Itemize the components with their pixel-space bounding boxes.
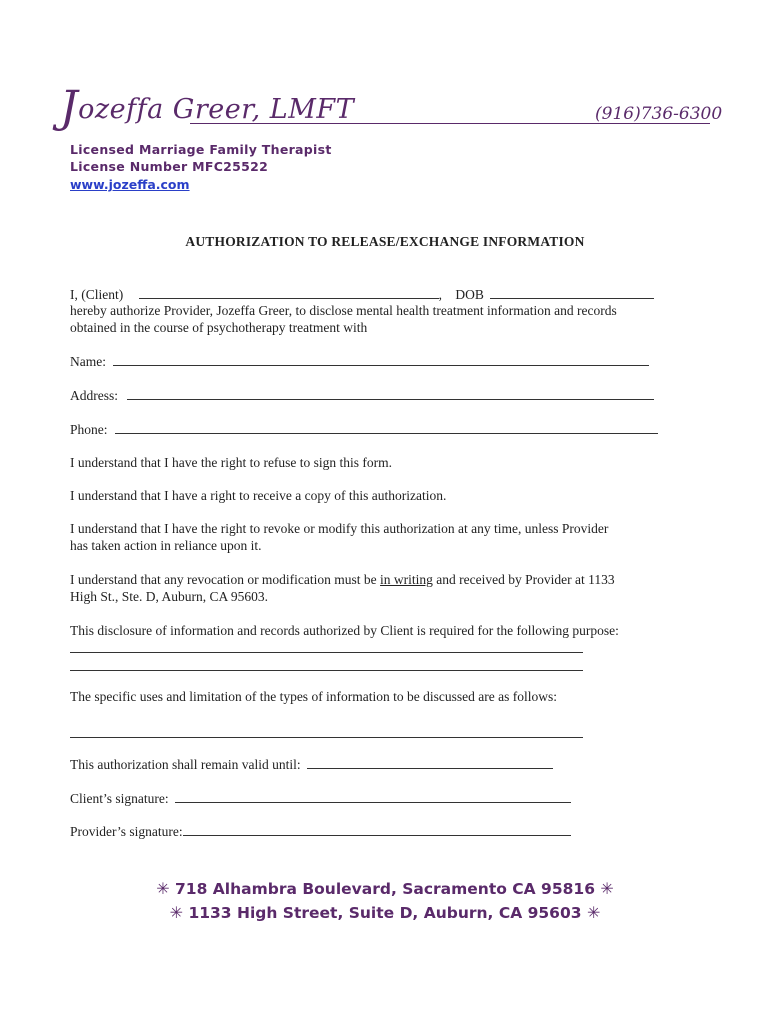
phone-field[interactable] — [115, 420, 658, 434]
refuse-statement: I understand that I have the right to refuse to sign this form. — [70, 455, 393, 470]
writing-pre: I understand that any revocation or modification must be — [70, 572, 377, 587]
document-title: AUTHORIZATION TO RELEASE/EXCHANGE INFORMATION — [185, 234, 585, 249]
website-link[interactable]: www.jozeffa.com — [70, 177, 190, 192]
copy-statement: I understand that I have a right to receive a copy of this authorization. — [70, 488, 447, 503]
address-label: Address: — [70, 388, 118, 403]
asterisk-icon: ✳ — [586, 903, 601, 922]
client-signature-row — [70, 789, 571, 807]
credential-title: Licensed Marriage Family Therapist — [70, 142, 332, 157]
revoke-statement: I understand that I have the right to revoke or modify this authorization at any time, unless Provider — [70, 521, 609, 536]
client-label: I, (Client) — [70, 287, 124, 302]
writing-emphasis: in writing — [380, 572, 433, 587]
license-number: License Number MFC25522 — [70, 159, 269, 174]
provider-signature-row — [70, 822, 571, 840]
name-row — [70, 352, 649, 370]
client-signature-label: Client’s signature: — [70, 791, 169, 806]
purpose-field-2[interactable] — [70, 670, 583, 671]
authorize-text: hereby authorize Provider, Jozeffa Greer, to disclose mental health treatment information and records — [70, 303, 617, 318]
footer-address-auburn — [0, 903, 770, 922]
client-comma: , — [438, 287, 442, 302]
uses-label: The specific uses and limitation of the types of information to be discussed are as follows: — [70, 689, 558, 704]
address-row — [70, 386, 654, 404]
client-name-field[interactable] — [139, 285, 439, 299]
writing-statement-cont: High St., Ste. D, Auburn, CA 95603. — [70, 589, 269, 604]
footer-address-1: 718 Alhambra Boulevard, Sacramento CA 95816 — [175, 880, 595, 898]
asterisk-icon: ✳ — [169, 903, 184, 922]
phone-label: Phone: — [70, 422, 108, 437]
name-field[interactable] — [113, 352, 649, 366]
practice-name-rest: ozeffa Greer, LMFT — [78, 94, 355, 125]
address-field[interactable] — [127, 386, 654, 400]
provider-signature-label: Provider’s signature: — [70, 824, 183, 839]
asterisk-icon: ✳ — [600, 879, 614, 898]
dob-field[interactable] — [490, 285, 654, 299]
practice-phone: (916)736-6300 — [595, 104, 723, 124]
asterisk-icon: ✳ — [156, 879, 170, 898]
practice-name-initial: J — [60, 82, 79, 133]
valid-until-field[interactable] — [307, 755, 553, 769]
purpose-field-1[interactable] — [70, 652, 583, 653]
footer-address-sacramento — [0, 879, 770, 898]
valid-until-label: This authorization shall remain valid until: — [70, 757, 301, 772]
client-dob-line — [70, 285, 654, 303]
dob-label: DOB — [455, 287, 484, 302]
uses-field[interactable] — [70, 737, 583, 738]
footer-address-2: 1133 High Street, Suite D, Auburn, CA 95603 — [188, 904, 582, 922]
provider-signature-field[interactable] — [183, 822, 571, 836]
client-signature-field[interactable] — [175, 789, 571, 803]
phone-row — [70, 420, 658, 438]
revoke-statement-cont: has taken action in reliance upon it. — [70, 538, 262, 553]
valid-until-row — [70, 755, 553, 773]
purpose-label: This disclosure of information and records authorized by Client is required for the following purpose: — [70, 623, 619, 638]
authorize-text-cont: obtained in the course of psychotherapy treatment with — [70, 320, 368, 335]
writing-post: and received by Provider at 1133 — [436, 572, 615, 587]
writing-statement — [70, 571, 615, 588]
name-label: Name: — [70, 354, 106, 369]
